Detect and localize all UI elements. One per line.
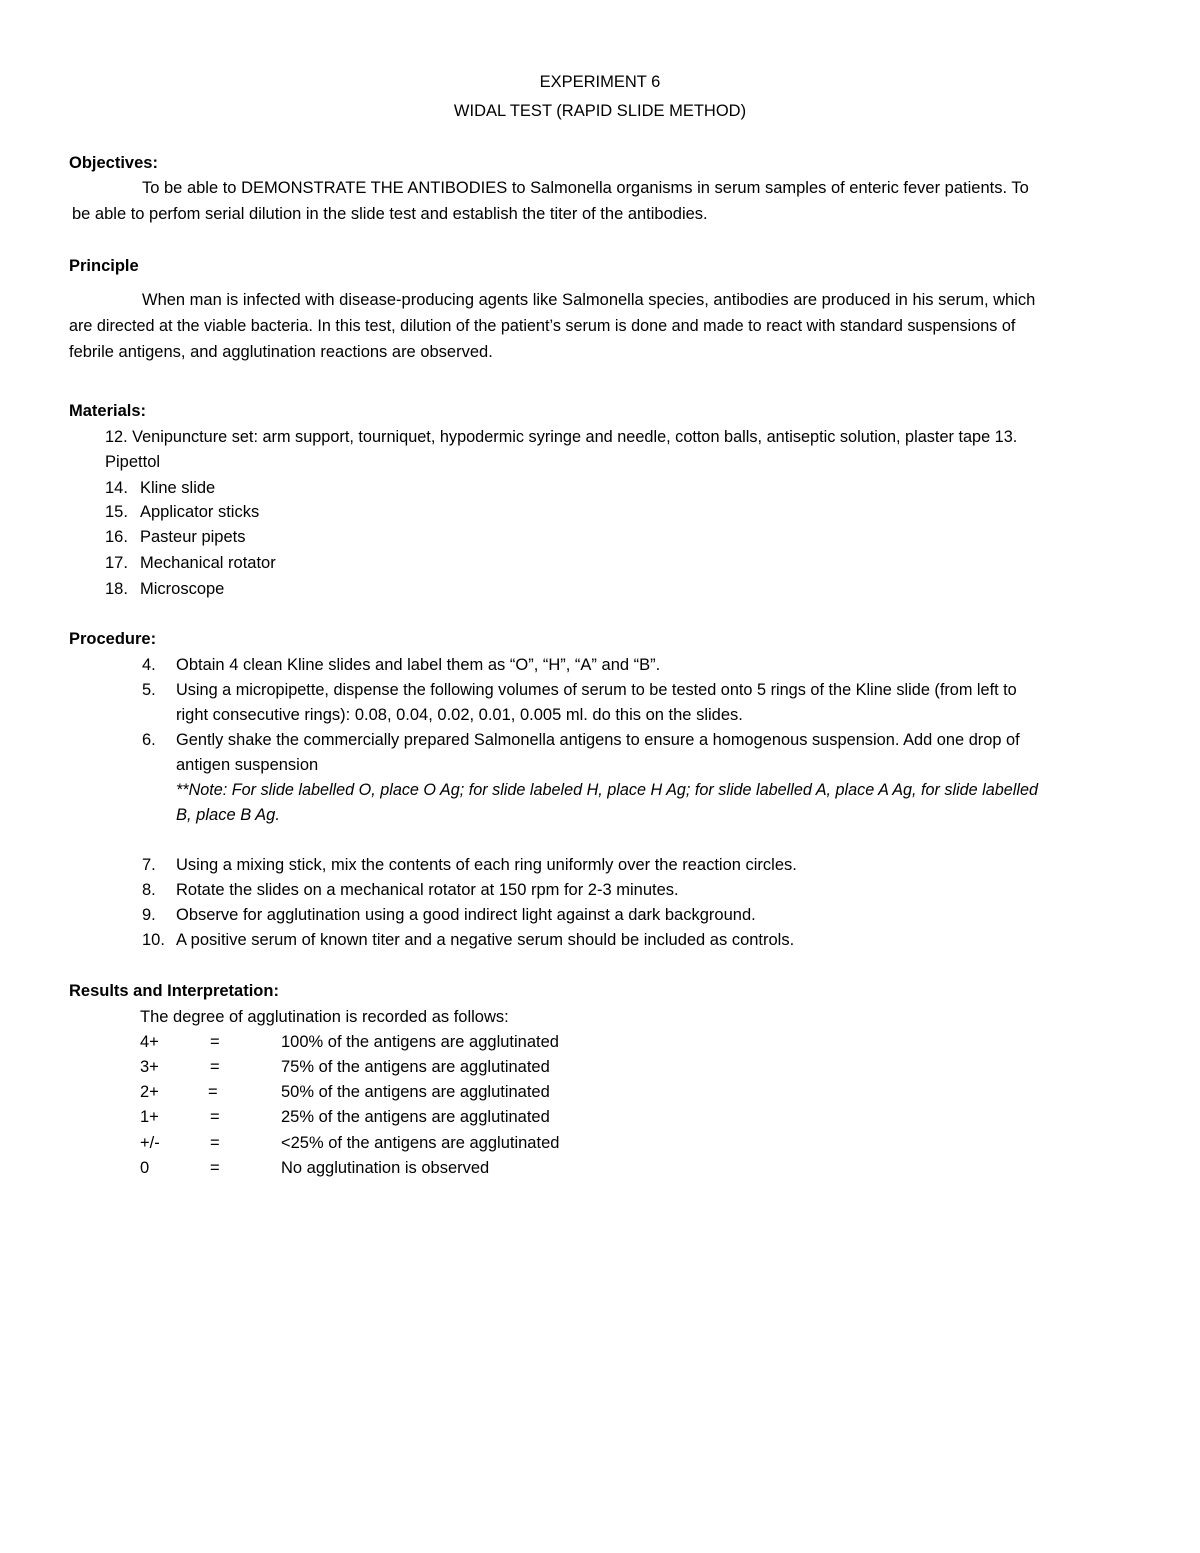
principle-line-2: are directed at the viable bacteria. In this test, dilution of the patient’s serum is done and made to react with standard suspensions of — [69, 317, 1016, 335]
equals-sign: = — [210, 1159, 220, 1177]
list-item-number: 14. — [105, 479, 128, 497]
procedure-note-line-1: **Note: For slide labelled O, place O Ag; for slide labeled H, place H Ag; for slide labelled A, place A Ag, for slide labelled — [176, 781, 1038, 799]
list-item: Pasteur pipets — [140, 528, 246, 546]
grade-description: <25% of the antigens are agglutinated — [281, 1134, 560, 1152]
materials-heading: Materials: — [69, 402, 147, 420]
procedure-step-5-line-2: right consecutive rings): 0.08, 0.04, 0.02, 0.01, 0.005 ml. do this on the slides. — [176, 706, 743, 724]
step-number: 5. — [142, 681, 156, 699]
list-item-number: 16. — [105, 528, 128, 546]
principle-heading: Principle — [69, 257, 139, 275]
list-item: Mechanical rotator — [140, 554, 276, 572]
procedure-step-7: Using a mixing stick, mix the contents of each ring uniformly over the reaction circles. — [176, 856, 797, 874]
procedure-step-5-line-1: Using a micropipette, dispense the following volumes of serum to be tested onto 5 rings of the Kline slide (from left to — [176, 681, 1017, 699]
list-item-number: 18. — [105, 580, 128, 598]
list-item: Kline slide — [140, 479, 216, 497]
objectives-line-2: be able to perfom serial dilution in the slide test and establish the titer of the antibodies. — [72, 205, 708, 223]
list-item-number: 15. — [105, 503, 128, 521]
list-item-number: 17. — [105, 554, 128, 572]
procedure-step-4: Obtain 4 clean Kline slides and label them as “O”, “H”, “A” and “B”. — [176, 656, 661, 674]
grade-symbol: +/- — [140, 1134, 160, 1152]
equals-sign: = — [210, 1108, 220, 1126]
document-title: EXPERIMENT 6 — [539, 73, 661, 91]
step-number: 4. — [142, 656, 156, 674]
step-number: 8. — [142, 881, 156, 899]
procedure-step-6-line-2: antigen suspension — [176, 756, 319, 774]
step-number: 6. — [142, 731, 156, 749]
objectives-line-1: To be able to DEMONSTRATE THE ANTIBODIES to Salmonella organisms in serum samples of enteric fever patients. To — [142, 179, 1029, 197]
procedure-heading: Procedure: — [69, 630, 157, 648]
materials-item-12: 12. Venipuncture set: arm support, tourniquet, hypodermic syringe and needle, cotton balls, antiseptic solution, plaster tape 13. — [105, 428, 1018, 446]
grade-symbol: 4+ — [140, 1033, 159, 1051]
procedure-step-9: Observe for agglutination using a good indirect light against a dark background. — [176, 906, 756, 924]
grade-description: 100% of the antigens are agglutinated — [281, 1033, 559, 1051]
procedure-step-6-line-1: Gently shake the commercially prepared Salmonella antigens to ensure a homogenous suspension. Add one drop of — [176, 731, 1020, 749]
equals-sign: = — [210, 1058, 220, 1076]
list-item: Applicator sticks — [140, 503, 260, 521]
grade-description: 25% of the antigens are agglutinated — [281, 1108, 550, 1126]
grade-symbol: 1+ — [140, 1108, 159, 1126]
procedure-step-10: A positive serum of known titer and a negative serum should be included as controls. — [176, 931, 795, 949]
document-subtitle: WIDAL TEST (RAPID SLIDE METHOD) — [453, 102, 747, 120]
procedure-note-line-2: B, place B Ag. — [176, 806, 280, 824]
procedure-step-8: Rotate the slides on a mechanical rotator at 150 rpm for 2-3 minutes. — [176, 881, 679, 899]
step-number: 7. — [142, 856, 156, 874]
grade-symbol: 2+ — [140, 1083, 159, 1101]
materials-item-13: Pipettol — [105, 453, 161, 471]
list-item: Microscope — [140, 580, 225, 598]
step-number: 9. — [142, 906, 156, 924]
results-heading: Results and Interpretation: — [69, 982, 279, 1000]
grade-symbol: 0 — [140, 1159, 150, 1177]
equals-sign: = — [208, 1083, 218, 1101]
results-intro: The degree of agglutination is recorded as follows: — [140, 1008, 509, 1026]
equals-sign: = — [210, 1134, 220, 1152]
principle-line-1: When man is infected with disease-producing agents like Salmonella species, antibodies are produced in his serum, which — [142, 291, 1036, 309]
grade-description: 50% of the antigens are agglutinated — [281, 1083, 550, 1101]
objectives-heading: Objectives: — [69, 154, 158, 172]
equals-sign: = — [210, 1033, 220, 1051]
step-number: 10. — [142, 931, 165, 949]
grade-description: No agglutination is observed — [281, 1159, 490, 1177]
grade-description: 75% of the antigens are agglutinated — [281, 1058, 550, 1076]
grade-symbol: 3+ — [140, 1058, 159, 1076]
principle-line-3: febrile antigens, and agglutination reactions are observed. — [69, 343, 493, 361]
